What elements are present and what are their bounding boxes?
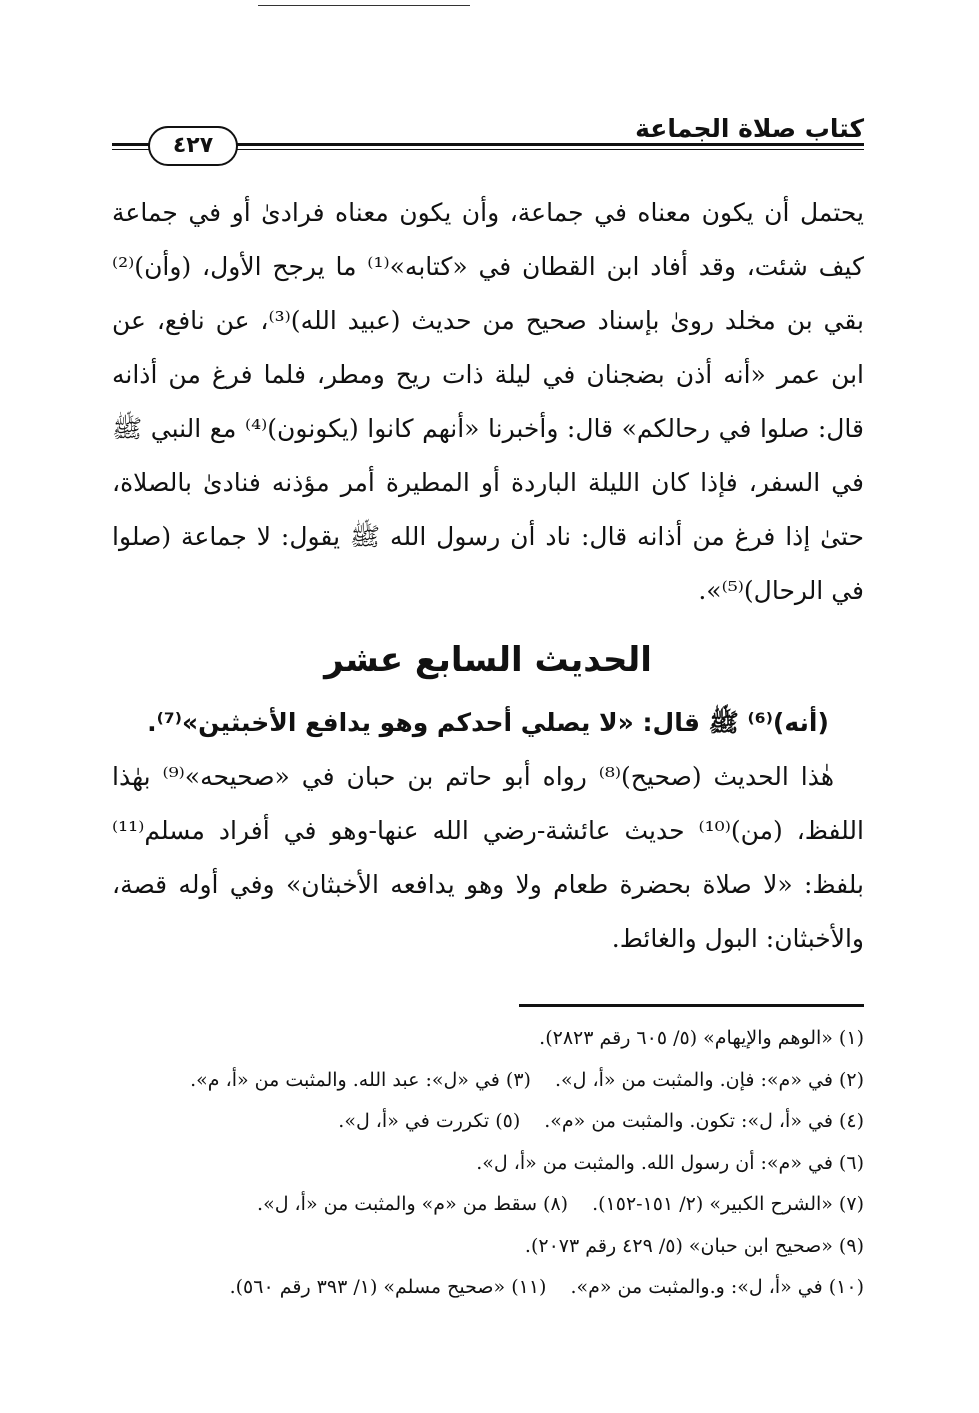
page-number: ٤٢٧: [148, 126, 238, 166]
book-title: كتاب صلاة الجماعة: [635, 114, 864, 143]
footnote-11: (١١) «صحيح مسلم» (١/ ٣٩٣ رقم ٥٦٠).: [229, 1276, 547, 1298]
footnote-line: [112, 1143, 864, 1185]
running-header: [112, 112, 864, 162]
footnote-line: [112, 1267, 864, 1309]
hadith-heading: الحديث السابع عشر: [324, 640, 652, 680]
footnote-4: (٤) في «أ، ل»: تكون. والمثبت من «م».: [544, 1110, 864, 1132]
footnotes: [112, 1018, 864, 1309]
footnote-line: [112, 1060, 864, 1102]
footnote-8: (٨) سقط من «م» والمثبت من «أ، ل».: [257, 1193, 569, 1215]
footnote-line: [112, 1184, 864, 1226]
footnote-separator: [519, 1004, 864, 1007]
footnote-10: (١٠) في «أ، ل»: و.والمثبت من «م».: [570, 1276, 864, 1298]
top-edge-rule: [258, 5, 470, 6]
footnote-7: (٧) «الشرح الكبير» (٢/ ١٥١-١٥٢).: [592, 1193, 864, 1215]
footnote-3: (٣) في «ل»: عبد الله. والمثبت من «أ، م».: [190, 1068, 531, 1091]
paragraph-1: يحتمل أن يكون معناه في جماعة، وأن يكون معناه فرادىٰ أو في جماعة كيف شئت، وقد أفاد ابن القطان في «كتابه»⁽¹⁾ ما يرجح الأول، (وأن)⁽²⁾ بقي بن مخلد روىٰ بإسناد صحيح من حديث (عبيد الله)⁽³⁾، عن نافع، عن ابن عمر «أنه أذن بضجنان في ليلة ذات ريح ومطر، فلما فرغ من أذانه قال: صلوا في رحالكم» قال: وأخبرنا «أنهم كانوا (يكونون)⁽⁴⁾ مع النبي ﷺ في السفر، فإذا كان الليلة الباردة أو المطيرة أمر مؤذنه فنادىٰ بالصلاة، حتىٰ إذا فرغ من أذانه قال: ناد أن رسول الله ﷺ يقول: لا جماعة (صلوا في الرحال)⁽⁵⁾».: [112, 198, 864, 605]
hadith-text: (أنه)⁽⁶⁾ ﷺ قال: «لا يصلي أحدكم وهو يدافع الأخبثين»⁽⁷⁾.: [147, 708, 829, 737]
footnote-5: (٥) تكررت في «أ، ل».: [338, 1110, 521, 1132]
footnote-9: (٩) «صحيح ابن حبان» (٥/ ٤٢٩ رقم ٢٠٧٣).: [524, 1234, 864, 1257]
main-text: [112, 186, 864, 966]
footnote-2: (٢) في «م»: فإن. والمثبت من «أ، ل».: [554, 1068, 864, 1091]
footnote-line: [112, 1101, 864, 1143]
paragraph-2: هٰذا الحديث (صحيح)⁽⁸⁾ رواه أبو حاتم بن حبان في «صحيحه»⁽⁹⁾ بهٰذا اللفظ، (من)⁽¹⁰⁾ حديث عائشة-رضي الله عنها-وهو في أفراد مسلم⁽¹¹⁾ بلفظ: «لا صلاة بحضرة طعام ولا وهو يدافعه الأخبثان» وفي أوله قصة، والأخبثان: البول والغائط.: [112, 762, 864, 953]
footnote-6: (٦) في «م»: أن رسول الله. والمثبت من «أ، ل».: [476, 1151, 864, 1174]
footnote-line: [112, 1018, 864, 1060]
footnote-1: (١) «الوهم والإيهام» (٥/ ٦٠٥ رقم ٢٨٢٣).: [539, 1027, 864, 1049]
footnote-line: [112, 1226, 864, 1268]
